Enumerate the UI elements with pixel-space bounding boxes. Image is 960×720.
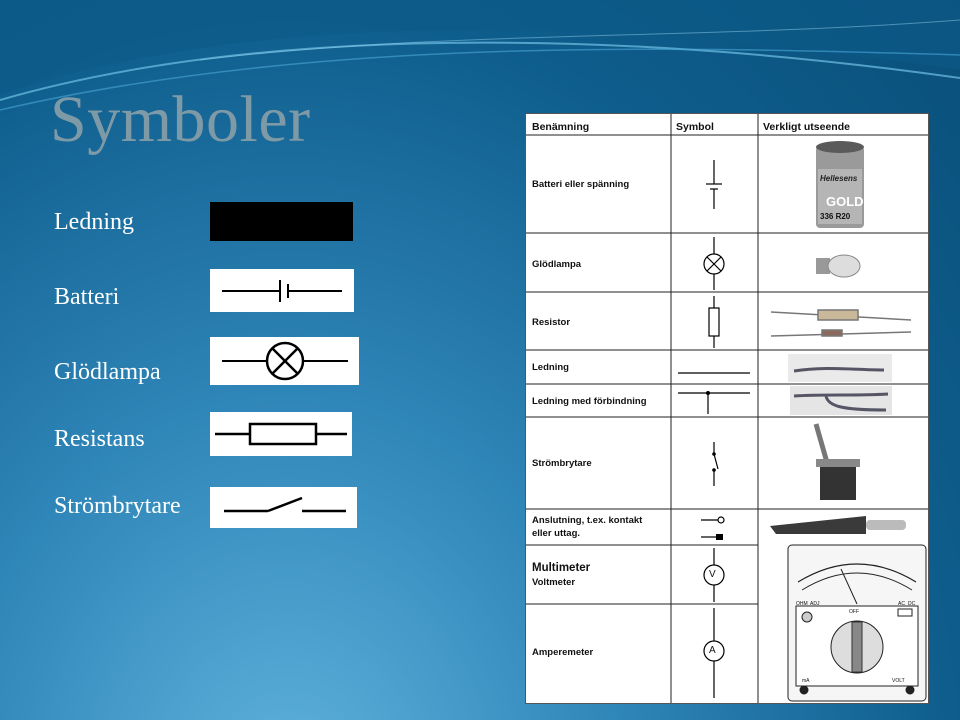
row-multimeter-name: Multimeter [532,562,591,574]
label-resistans: Resistans [54,426,145,452]
meter-label-ma: mA [802,678,810,684]
bulb-photo-icon [816,255,860,277]
row-voltmeter-name: Voltmeter [532,577,576,588]
wire-symbol-icon [210,202,353,241]
row-batteri-name: Batteri eller spänning [532,179,630,190]
label-ledning: Ledning [54,209,134,235]
battery-symbol-icon [210,269,354,312]
row-anslutning-name: Anslutning, t.ex. kontakt [532,515,643,526]
meter-label-adj: ADJ [810,601,820,607]
meter-label-ac: AC [898,601,905,607]
meter-label-ohm: OHM [796,601,808,607]
battery-gold-text: GOLD [826,194,864,209]
header-symbol: Symbol [676,121,714,133]
row-strombrytare-name: Strömbrytare [532,458,592,469]
banana-plug-photo-icon [770,516,906,534]
resistor-symbol-icon [210,412,352,456]
label-strombrytare: Strömbrytare [54,493,181,519]
header-benamning: Benämning [532,121,590,133]
battery-brand-text: Hellesens [820,174,858,183]
meter-label-volt: VOLT [892,678,905,684]
label-glodlampa: Glödlampa [54,359,161,385]
lamp-symbol-icon [210,337,359,385]
amperemeter-letter: A [709,645,716,656]
slide-title: Symboler [50,83,311,156]
voltmeter-letter: V [709,569,716,580]
resistor-photo-icon [771,310,911,336]
battery-model-text: 336 R20 [820,212,851,221]
toggle-switch-photo-icon [816,424,860,500]
meter-label-off: OFF [849,609,859,615]
switch-symbol-icon [210,487,357,528]
row-anslutning-name-2: eller uttag. [532,528,581,539]
row-resistor-name: Resistor [532,317,571,328]
meter-label-dc: DC [908,601,916,607]
row-amperemeter-name: Amperemeter [532,647,594,658]
header-verkligt-utseende: Verkligt utseende [763,121,850,133]
symbol-reference-table [525,113,929,704]
row-glodlampa-name: Glödlampa [532,259,582,270]
row-ledning-forbindning-name: Ledning med förbindning [532,396,647,407]
label-batteri: Batteri [54,284,120,310]
row-ledning-name: Ledning [532,362,569,373]
